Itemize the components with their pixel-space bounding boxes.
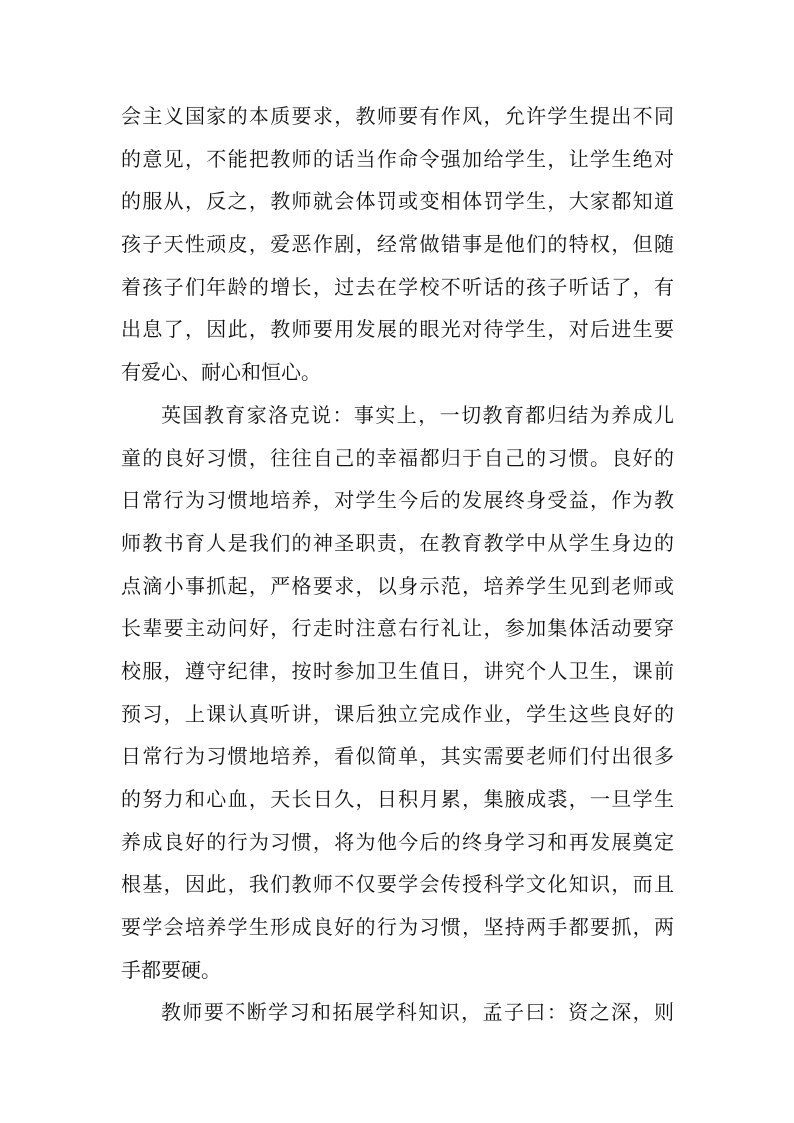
text-line: 的意见，不能把教师的话当作命令强加给学生，让学生绝对 bbox=[121, 146, 674, 171]
text-line: 预习，上课认真听讲，课后独立完成作业，学生这些良好的 bbox=[121, 701, 674, 726]
body-text bbox=[121, 95, 674, 1034]
text-line: 的服从，反之，教师就会体罚或变相体罚学生，大家都知道 bbox=[121, 189, 674, 214]
text-line: 日常行为习惯地培养，看似简单，其实需要老师们付出很多 bbox=[121, 744, 674, 769]
text-line: 着孩子们年龄的增长，过去在学校不听话的孩子听话了，有 bbox=[121, 274, 674, 299]
text-line: 有爱心、耐心和恒心。 bbox=[121, 360, 321, 385]
text-line: 的努力和心血，天长日久，日积月累，集腋成裘，一旦学生 bbox=[121, 787, 674, 811]
text-line: 养成良好的行为习惯，将为他今后的终身学习和再发展奠定 bbox=[121, 829, 674, 854]
text-line: 根基，因此，我们教师不仅要学会传授科学文化知识，而且 bbox=[121, 872, 674, 897]
text-line: 出息了，因此，教师要用发展的眼光对待学生，对后进生要 bbox=[121, 317, 674, 342]
text-line: 要学会培养学生形成良好的行为习惯，坚持两手都要抓，两 bbox=[121, 915, 674, 940]
text-line: 会主义国家的本质要求，教师要有作风，允许学生提出不同 bbox=[121, 104, 674, 128]
text-line: 点滴小事抓起，严格要求，以身示范，培养学生见到老师或 bbox=[121, 573, 674, 598]
text-line: 孩子天性顽皮，爱恶作剧，经常做错事是他们的特权，但随 bbox=[121, 232, 674, 257]
text-line: 手都要硬。 bbox=[121, 957, 221, 982]
text-line: 师教书育人是我们的神圣职责，在教育教学中从学生身边的 bbox=[121, 530, 674, 555]
text-line: 童的良好习惯，往往自己的幸福都归于自己的习惯。良好的 bbox=[121, 445, 674, 470]
paragraph-first-line: 教师要不断学习和拓展学科知识，孟子曰：资之深，则 bbox=[161, 1000, 674, 1025]
text-line: 校服，遵守纪律，按时参加卫生值日，讲究个人卫生，课前 bbox=[121, 658, 674, 683]
paragraph-first-line: 英国教育家洛克说：事实上，一切教育都归结为养成儿 bbox=[161, 402, 674, 427]
text-line: 日常行为习惯地培养，对学生今后的发展终身受益，作为教 bbox=[121, 488, 674, 513]
text-line: 长辈要主动问好，行走时注意右行礼让，参加集体活动要穿 bbox=[121, 616, 674, 641]
